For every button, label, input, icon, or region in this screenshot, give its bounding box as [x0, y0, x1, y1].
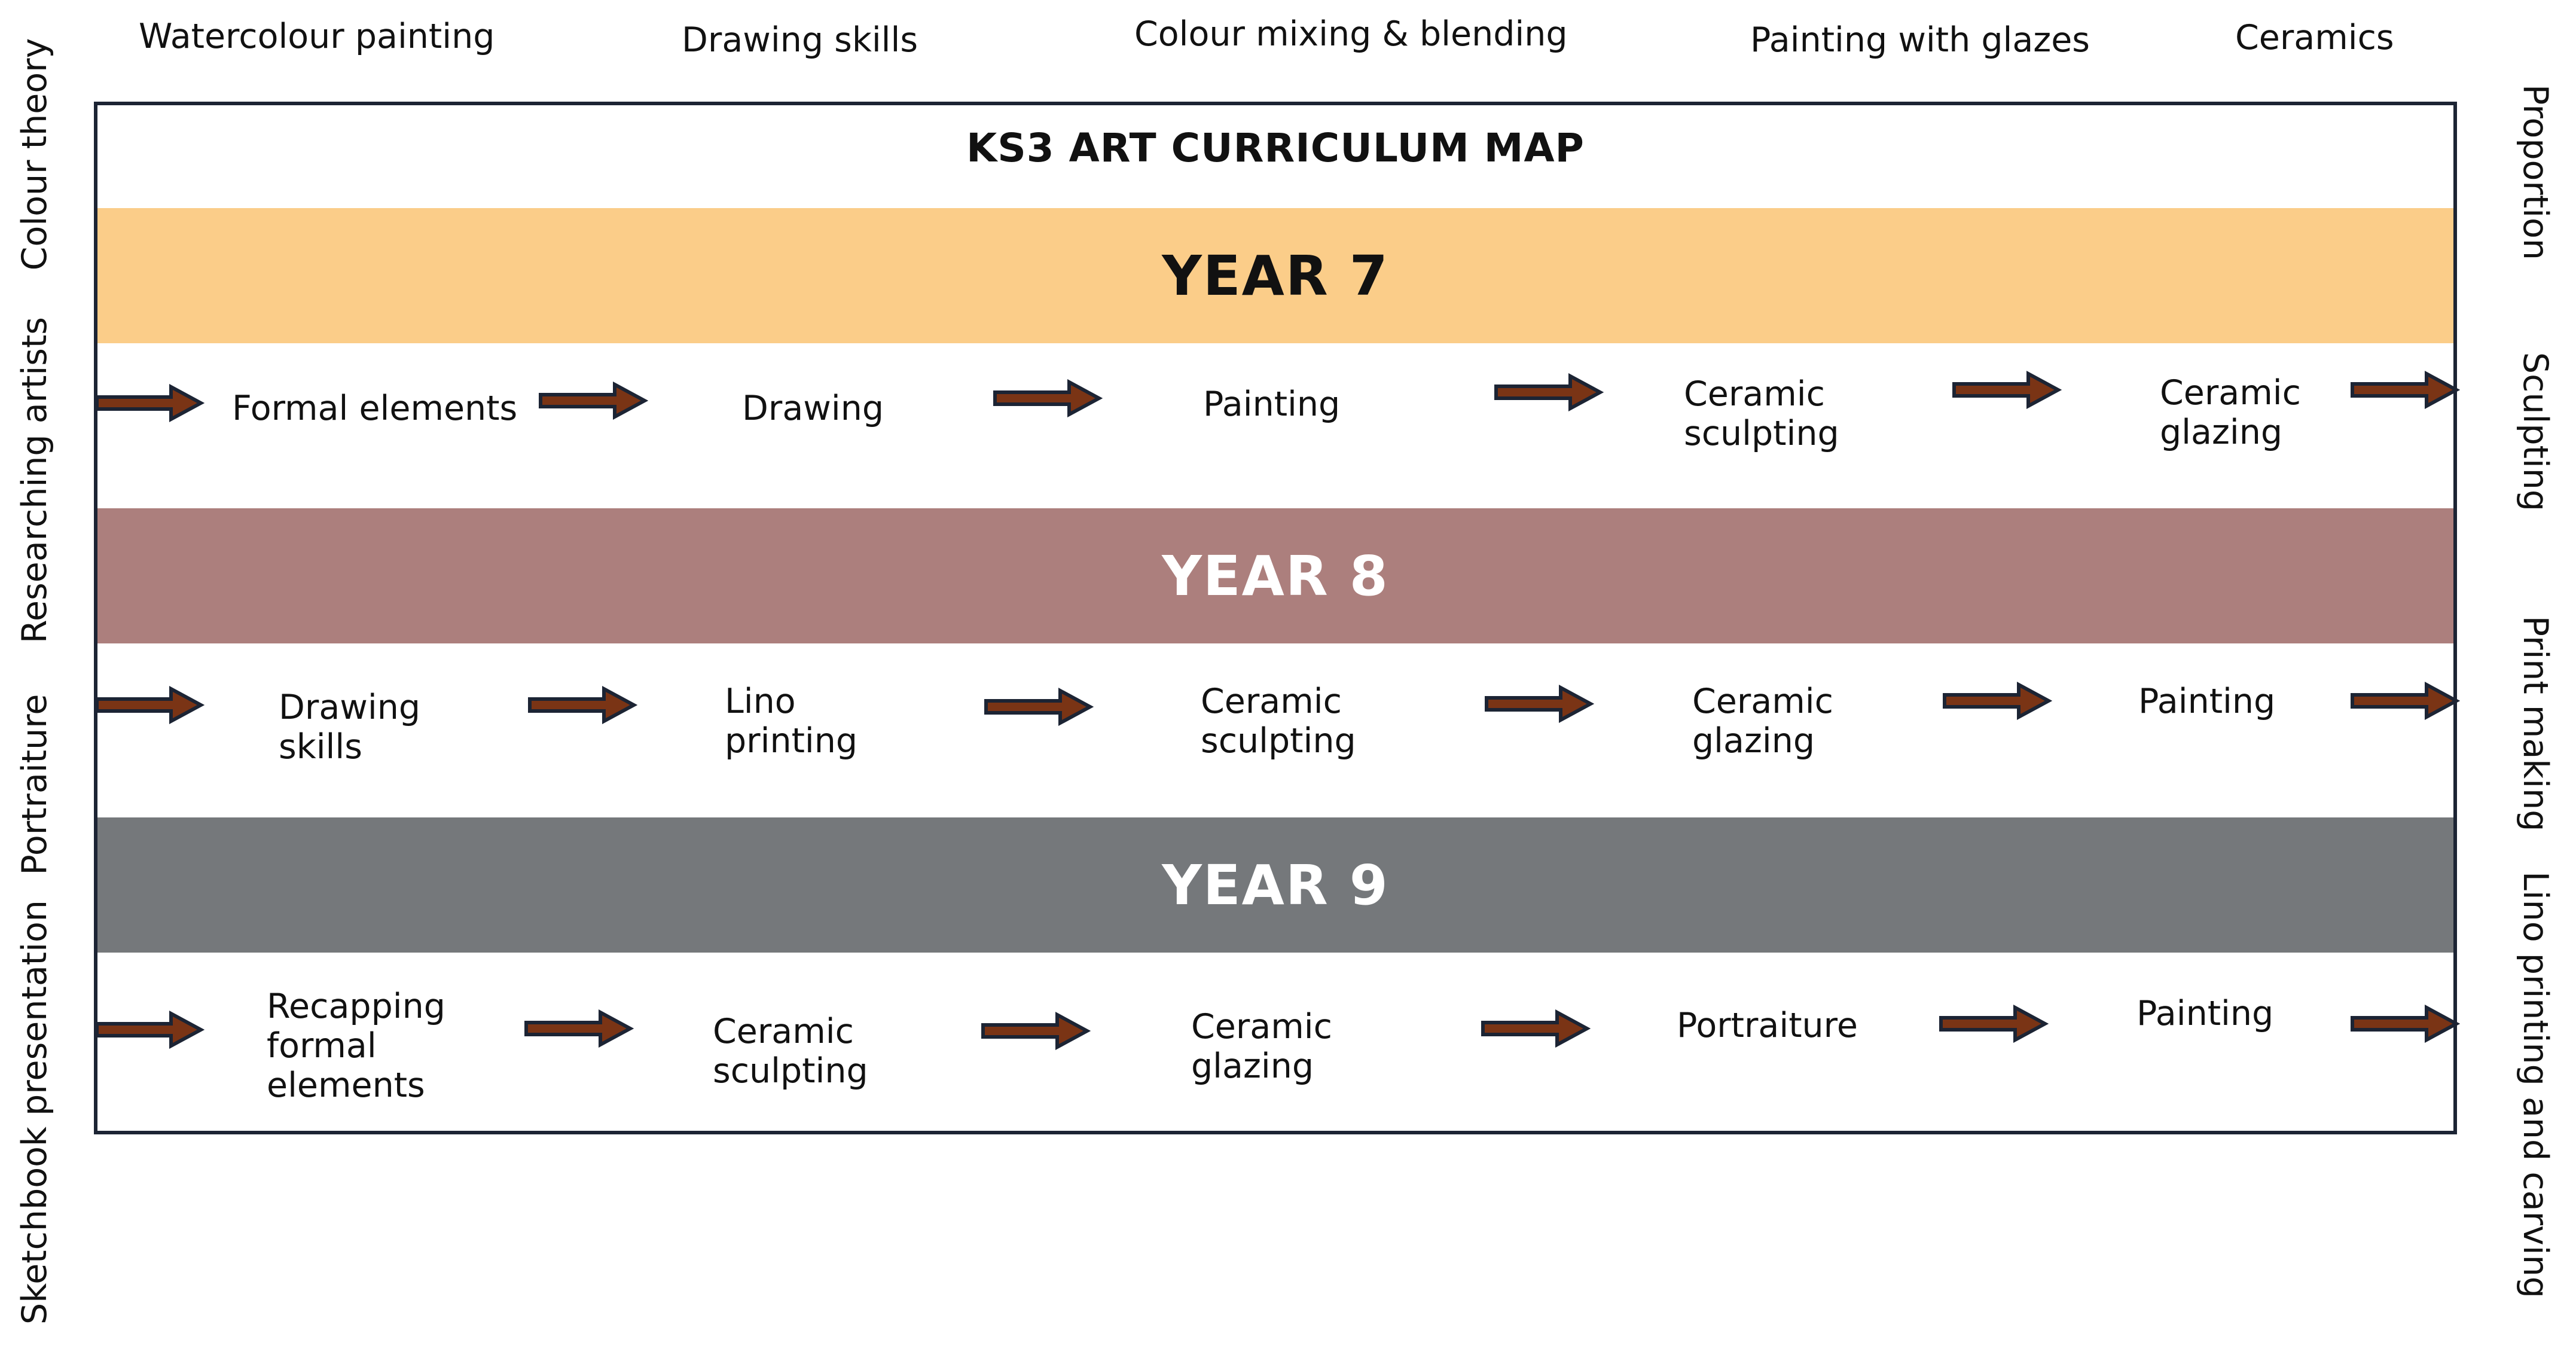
year-9-topic-ceramic-sculpting: Ceramic sculpting [713, 1012, 868, 1091]
year-7-topic-drawing: Drawing [742, 389, 884, 428]
year-8-arrow-4 [1484, 685, 1594, 723]
right-label-proportion: Proportion [2516, 84, 2555, 261]
left-label-sketchbook-presentation: Sketchbook presentation [15, 900, 54, 1325]
year-7-arrow-2 [538, 382, 648, 420]
year-9-arrow-6 [2350, 1005, 2460, 1043]
top-label-ceramics: Ceramics [2235, 18, 2394, 57]
year-8-topic-ceramic-glazing: Ceramic glazing [1692, 682, 1833, 761]
year-8-topic-ceramic-sculpting: Ceramic sculpting [1201, 682, 1356, 761]
year-7-arrow-1 [94, 384, 205, 422]
year-8-topic-lino-printing: Lino printing [725, 682, 858, 761]
year-8-arrow-6 [2350, 682, 2460, 720]
year-8-arrow-1 [94, 686, 205, 724]
right-label-print-making: Print making [2516, 615, 2555, 832]
year-7-topic-ceramic-sculpting: Ceramic sculpting [1684, 374, 1839, 453]
year-8-arrow-3 [984, 688, 1094, 726]
year-8-topic-painting: Painting [2138, 682, 2276, 721]
right-label-lino-printing-and-carving: Lino printing and carving [2516, 871, 2555, 1298]
year-7-topic-ceramic-glazing: Ceramic glazing [2160, 373, 2301, 452]
year-9-arrow-3 [981, 1012, 1091, 1050]
year-7-arrow-5 [1952, 371, 2062, 409]
top-label-colour-mixing-blending: Colour mixing & blending [1134, 14, 1568, 54]
year-9-topic-recapping-formal-elements: Recapping formal elements [267, 987, 445, 1105]
top-label-watercolour-painting: Watercolour painting [139, 17, 495, 56]
year-9-arrow-4 [1481, 1009, 1591, 1048]
year-8-arrow-5 [1942, 682, 2052, 720]
top-label-painting-with-glazes: Painting with glazes [1750, 20, 2090, 60]
year-7-band: YEAR 7 [97, 208, 2453, 343]
year-7-arrow-3 [993, 379, 1103, 417]
year-7-topic-painting: Painting [1203, 385, 1341, 424]
year-7-arrow-6 [2350, 371, 2460, 409]
year-7-arrow-4 [1494, 373, 1604, 411]
left-label-colour-theory: Colour theory [15, 38, 54, 271]
year-9-band: YEAR 9 [97, 817, 2453, 953]
year-8-topic-drawing-skills: Drawing skills [279, 688, 421, 767]
year-9-arrow-5 [1939, 1005, 2049, 1043]
year-8-arrow-2 [527, 686, 637, 724]
year-9-arrow-2 [524, 1009, 634, 1048]
year-9-topic-painting: Painting [2137, 994, 2274, 1033]
top-label-drawing-skills: Drawing skills [682, 20, 918, 60]
curriculum-map-title: KS3 ART CURRICULUM MAP [966, 125, 1585, 171]
year-8-band: YEAR 8 [97, 508, 2453, 643]
year-7-topic-formal-elements: Formal elements [232, 389, 518, 428]
right-label-sculpting: Sculpting [2516, 352, 2555, 512]
left-label-researching-artists: Researching artists [15, 316, 54, 644]
year-9-arrow-1 [94, 1011, 205, 1049]
year-9-topic-ceramic-glazing: Ceramic glazing [1191, 1007, 1332, 1086]
left-label-portraiture: Portraiture [15, 694, 54, 875]
year-9-topic-portraiture: Portraiture [1677, 1006, 1858, 1045]
